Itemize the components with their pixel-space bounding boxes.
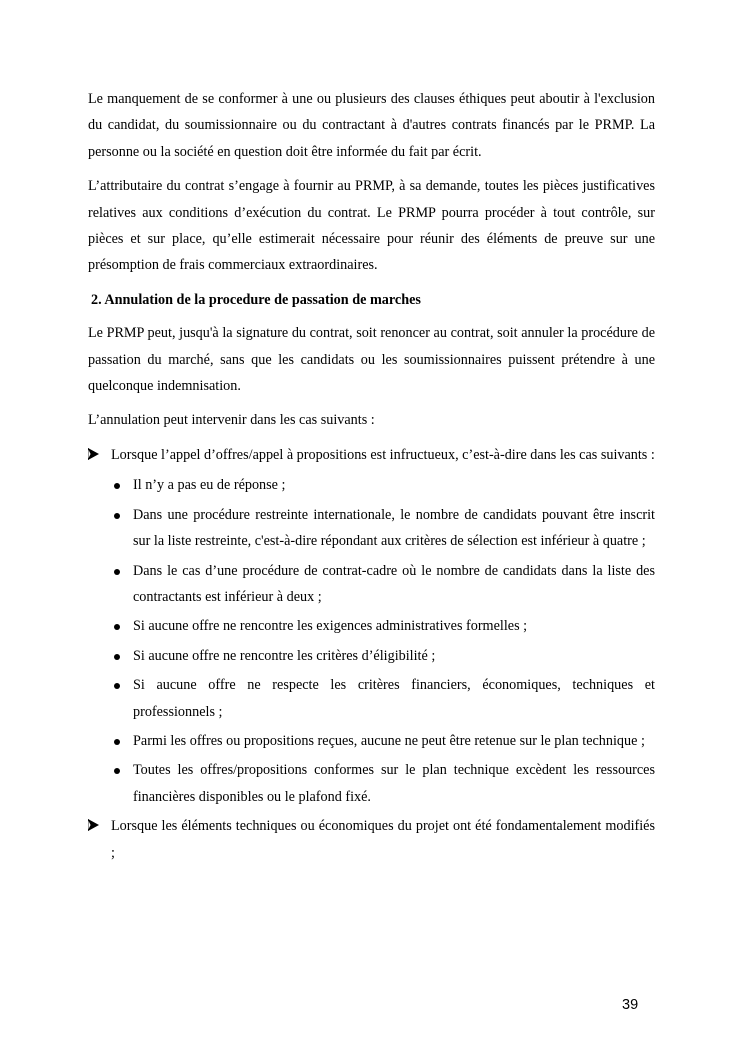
round-bullet-icon — [114, 683, 120, 689]
list-item-text: Si aucune offre ne rencontre les exigences administratives formelles ; — [133, 618, 528, 635]
page-number: 39 — [622, 997, 639, 1013]
round-bullet-icon — [114, 483, 120, 489]
round-bullet-icon — [114, 768, 120, 774]
list-item — [111, 643, 655, 669]
list-item-text: Lorsque l’appel d’offres/appel à propositions est infructueux, c’est-à-dire dans les cas suivants : — [111, 446, 655, 463]
paragraph-justificatives: L’attributaire du contrat s’engage à fournir au PRMP, à sa demande, toutes les pièces justificatives relatives aux conditions d’exécution du contrat. Le PRMP pourra procéder à tout contrôle, sur pièces et sur place, qu’elle estimerait nécessaire pour réunir des éléments de preuve sur une présomption de frais commerciaux extraordinaires. — [88, 178, 655, 274]
section-heading: 2. Annulation de la procedure de passation de marches — [91, 291, 421, 308]
list-item-infructueux — [88, 442, 655, 810]
list-item-text: Toutes les offres/propositions conformes sur le plan technique excèdent les ressources financières disponibles ou le plafond fixé. — [133, 762, 655, 805]
list-item-modifies — [88, 813, 655, 866]
list-item-text: Lorsque les éléments techniques ou économiques du projet ont été fondamentalement modifiés ; — [111, 818, 655, 861]
round-bullet-icon — [114, 654, 120, 660]
arrow-bullet-icon — [88, 813, 104, 839]
arrow-bullet-icon — [88, 442, 104, 468]
list-item-text: Si aucune offre ne rencontre les critères d’éligibilité ; — [133, 647, 436, 664]
list-item-text: Parmi les offres ou propositions reçues, aucune ne peut être retenue sur le plan technique ; — [133, 732, 645, 749]
paragraph-exclusion-clause: Le manquement de se conformer à une ou plusieurs des clauses éthiques peut aboutir à l'exclusion du candidat, du soumissionnaire ou du contractant à d'autres contrats financés par le PRMP. La personne ou la société en question doit être informée du fait par écrit. — [88, 91, 655, 160]
list-item-text: Il n’y a pas eu de réponse ; — [133, 477, 286, 494]
list-item — [111, 728, 655, 754]
paragraph-cases-intro: L’annulation peut intervenir dans les cas suivants : — [88, 412, 375, 429]
list-item-text: Dans le cas d’une procédure de contrat-cadre où le nombre de candidats dans la liste des contractants est inférieur à deux ; — [133, 562, 655, 605]
list-item — [111, 558, 655, 611]
round-bullet-icon — [114, 739, 120, 745]
round-bullet-icon — [114, 624, 120, 630]
list-item — [111, 502, 655, 555]
page-content — [88, 86, 655, 868]
list-item — [111, 613, 655, 639]
list-item — [111, 672, 655, 725]
sub-cases-list — [111, 472, 655, 810]
list-item — [111, 472, 655, 498]
round-bullet-icon — [114, 569, 120, 575]
list-item — [111, 757, 655, 810]
annulation-cases-list — [88, 442, 655, 866]
list-item-text: Si aucune offre ne respecte les critères financiers, économiques, techniques et professionnels ; — [133, 677, 655, 720]
round-bullet-icon — [114, 513, 120, 519]
list-item-text: Dans une procédure restreinte internationale, le nombre de candidats pouvant être inscrit sur la liste restreinte, c'est-à-dire répondant aux critères de sélection est inférieur à quatre ; — [133, 506, 655, 550]
paragraph-renonciation: Le PRMP peut, jusqu'à la signature du contrat, soit renoncer au contrat, soit annuler la procédure de passation du marché, sans que les candidats ou les soumissionnaires puissent prétendre à une quelconque indemnisation. — [88, 325, 655, 395]
